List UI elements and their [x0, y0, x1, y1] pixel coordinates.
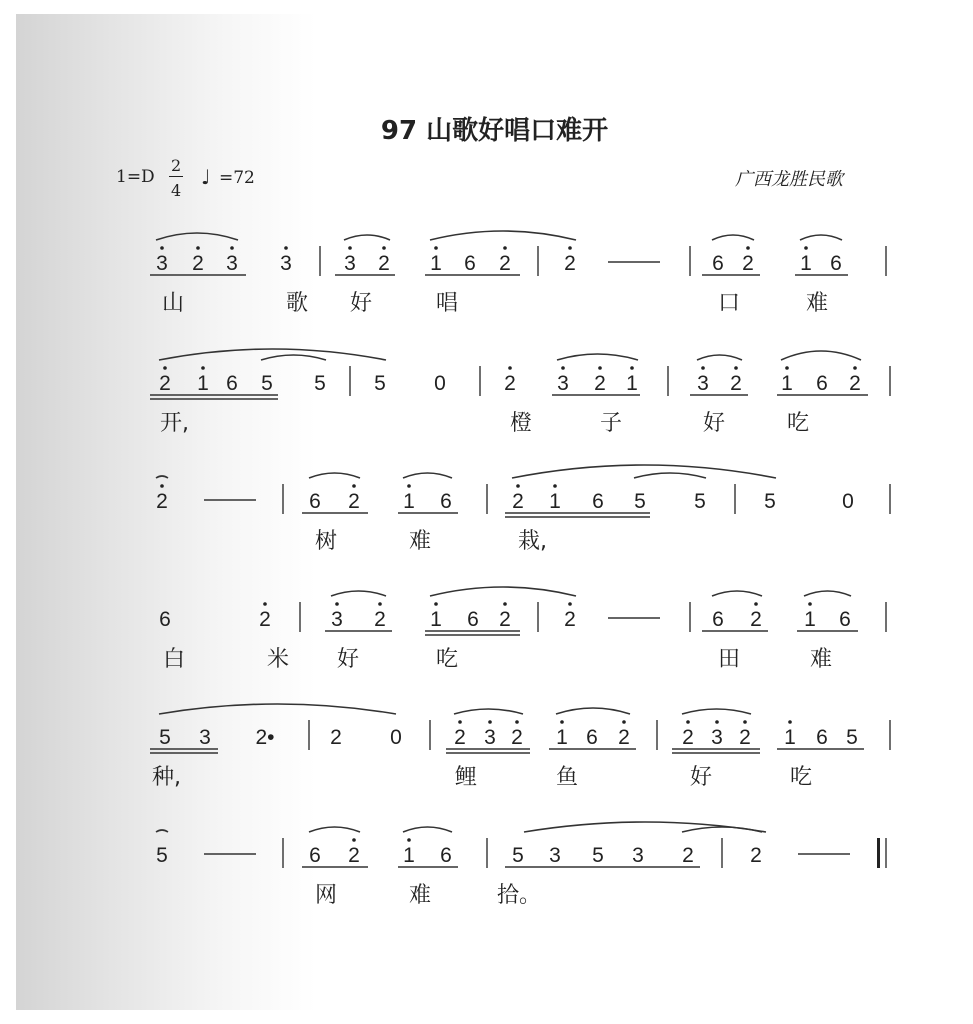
note: 6	[159, 608, 171, 631]
octave-dot	[230, 246, 234, 250]
note: 1	[804, 608, 816, 631]
slur	[403, 827, 452, 832]
note: 2	[594, 372, 606, 395]
octave-dot	[508, 366, 512, 370]
score-system-4	[159, 587, 886, 672]
slur	[804, 591, 851, 596]
slur	[156, 830, 168, 832]
note: 3	[280, 252, 292, 275]
octave-dot	[516, 484, 520, 488]
tempo-marking: =72	[219, 168, 255, 188]
octave-dot	[553, 484, 557, 488]
note: 2•	[255, 726, 275, 749]
octave-dot	[196, 246, 200, 250]
slur	[430, 231, 576, 240]
score-system-1	[150, 231, 886, 316]
note: 1	[197, 372, 209, 395]
note: 2	[499, 608, 511, 631]
slur	[682, 709, 751, 714]
note: 2	[192, 252, 204, 275]
note: 6	[226, 372, 238, 395]
score-system-6	[156, 822, 886, 908]
score-system-5	[150, 704, 890, 790]
lyric: 难	[810, 647, 833, 672]
note: 2	[499, 252, 511, 275]
note: 2	[259, 608, 271, 631]
note: 6	[464, 252, 476, 275]
slur	[682, 827, 762, 832]
song-title: 97 山歌好唱口难开	[380, 116, 609, 146]
note: 6	[440, 490, 452, 513]
lyric: 种,	[152, 765, 181, 790]
note: 2	[750, 844, 762, 867]
lyric: 拾。	[497, 883, 542, 908]
note: 3	[226, 252, 238, 275]
octave-dot	[808, 602, 812, 606]
note: 6	[440, 844, 452, 867]
octave-dot	[715, 720, 719, 724]
note: 6	[839, 608, 851, 631]
notation-score	[16, 14, 973, 1010]
slur	[403, 473, 452, 478]
note: 2	[742, 252, 754, 275]
lyric: 田	[718, 647, 741, 672]
octave-dot	[568, 246, 572, 250]
slur	[159, 349, 386, 360]
note: 2	[750, 608, 762, 631]
lyric: 栽,	[518, 529, 547, 554]
lyric: 口	[718, 291, 741, 316]
note: 5	[846, 726, 858, 749]
octave-dot	[561, 366, 565, 370]
octave-dot	[352, 838, 356, 842]
lyric: 好	[690, 765, 713, 790]
note: 3	[557, 372, 569, 395]
note: 5	[159, 726, 171, 749]
slur	[430, 587, 576, 596]
note: 3	[632, 844, 644, 867]
octave-dot	[515, 720, 519, 724]
lyric: 树	[315, 529, 338, 554]
octave-dot	[263, 602, 267, 606]
octave-dot	[382, 246, 386, 250]
note: 5	[512, 844, 524, 867]
note: 2	[348, 490, 360, 513]
lyric: 米	[267, 647, 290, 672]
slur	[156, 476, 168, 478]
note: 2	[159, 372, 171, 395]
slur	[781, 351, 861, 360]
note: 0	[390, 726, 402, 749]
octave-dot	[488, 720, 492, 724]
note: 3	[331, 608, 343, 631]
octave-dot	[622, 720, 626, 724]
octave-dot	[746, 246, 750, 250]
note: 2	[348, 844, 360, 867]
slur	[800, 235, 842, 240]
note: 2	[504, 372, 516, 395]
time-signature-denominator: 4	[171, 181, 182, 200]
lyric: 鲤	[455, 765, 478, 790]
octave-dot	[160, 484, 164, 488]
note: 5	[374, 372, 386, 395]
note: 6	[309, 844, 321, 867]
octave-dot	[560, 720, 564, 724]
lyric: 开,	[160, 411, 189, 436]
octave-dot	[458, 720, 462, 724]
octave-dot	[284, 246, 288, 250]
song-origin: 广西龙胜民歌	[735, 169, 843, 190]
note: 6	[816, 372, 828, 395]
octave-dot	[163, 366, 167, 370]
note: 1	[430, 252, 442, 275]
note: 1	[626, 372, 638, 395]
note: 3	[199, 726, 211, 749]
note: 6	[712, 608, 724, 631]
slur	[712, 591, 762, 596]
key-signature: 1=D	[116, 167, 155, 187]
note: 6	[712, 252, 724, 275]
quarter-note-icon: ♩	[201, 165, 211, 189]
lyric: 难	[409, 883, 432, 908]
note: 2	[739, 726, 751, 749]
octave-dot	[378, 602, 382, 606]
octave-dot	[434, 246, 438, 250]
note: 5	[261, 372, 273, 395]
note: 2	[618, 726, 630, 749]
note: 3	[549, 844, 561, 867]
lyric: 吃	[790, 765, 813, 790]
note: 2	[156, 490, 168, 513]
octave-dot	[335, 602, 339, 606]
octave-dot	[804, 246, 808, 250]
octave-dot	[407, 484, 411, 488]
slur	[309, 827, 360, 832]
slur	[454, 709, 523, 714]
note: 1	[800, 252, 812, 275]
lyric: 鱼	[556, 765, 579, 790]
note: 6	[309, 490, 321, 513]
note: 1	[556, 726, 568, 749]
slur	[159, 704, 396, 714]
slur	[156, 233, 238, 240]
note: 3	[484, 726, 496, 749]
note: 2	[682, 844, 694, 867]
note: 2	[564, 252, 576, 275]
slur	[634, 473, 706, 478]
note: 2	[730, 372, 742, 395]
octave-dot	[743, 720, 747, 724]
lyric: 唱	[436, 291, 459, 316]
note: 5	[764, 490, 776, 513]
note: 2	[512, 490, 524, 513]
octave-dot	[788, 720, 792, 724]
slur	[261, 355, 326, 360]
lyric: 歌	[286, 291, 309, 316]
lyric: 山	[162, 291, 185, 316]
slur	[309, 473, 360, 478]
lyric: 子	[600, 411, 623, 436]
note: 1	[403, 490, 415, 513]
note: 5	[156, 844, 168, 867]
octave-dot	[701, 366, 705, 370]
note: 6	[816, 726, 828, 749]
note: 6	[830, 252, 842, 275]
slur	[697, 355, 742, 360]
note: 1	[784, 726, 796, 749]
note: 2	[374, 608, 386, 631]
octave-dot	[785, 366, 789, 370]
score-system-3	[156, 465, 890, 554]
octave-dot	[352, 484, 356, 488]
slur	[556, 708, 630, 714]
note: 2	[378, 252, 390, 275]
note: 5	[592, 844, 604, 867]
slur	[344, 235, 390, 240]
note: 5	[634, 490, 646, 513]
score-system-2	[150, 349, 890, 436]
lyric: 吃	[436, 647, 459, 672]
lyric: 好	[350, 291, 373, 316]
note: 6	[592, 490, 604, 513]
lyric: 好	[703, 411, 726, 436]
slur	[331, 591, 386, 596]
note: 1	[781, 372, 793, 395]
note: 5	[314, 372, 326, 395]
octave-dot	[160, 246, 164, 250]
lyric: 网	[315, 883, 338, 908]
lyric: 好	[337, 647, 360, 672]
octave-dot	[503, 602, 507, 606]
final-barline	[877, 838, 880, 868]
note: 1	[549, 490, 561, 513]
slur	[557, 354, 638, 360]
octave-dot	[568, 602, 572, 606]
note: 2	[564, 608, 576, 631]
lyric: 难	[409, 529, 432, 554]
note: 2	[454, 726, 466, 749]
octave-dot	[853, 366, 857, 370]
octave-dot	[348, 246, 352, 250]
octave-dot	[754, 602, 758, 606]
note: 2	[682, 726, 694, 749]
note: 1	[403, 844, 415, 867]
note: 0	[434, 372, 446, 395]
note: 2	[330, 726, 342, 749]
octave-dot	[201, 366, 205, 370]
octave-dot	[630, 366, 634, 370]
note: 5	[694, 490, 706, 513]
note: 6	[467, 608, 479, 631]
score-page	[16, 14, 973, 1010]
slur	[712, 235, 754, 240]
note: 2	[511, 726, 523, 749]
note: 1	[430, 608, 442, 631]
note: 3	[344, 252, 356, 275]
octave-dot	[686, 720, 690, 724]
octave-dot	[434, 602, 438, 606]
note: 0	[842, 490, 854, 513]
note: 6	[586, 726, 598, 749]
octave-dot	[734, 366, 738, 370]
lyric: 橙	[510, 411, 533, 436]
octave-dot	[598, 366, 602, 370]
note: 3	[156, 252, 168, 275]
octave-dot	[503, 246, 507, 250]
lyric: 难	[806, 291, 829, 316]
note: 2	[849, 372, 861, 395]
lyric: 白	[163, 647, 186, 672]
octave-dot	[407, 838, 411, 842]
note: 3	[697, 372, 709, 395]
lyric: 吃	[787, 411, 810, 436]
time-signature-numerator: 2	[171, 156, 182, 175]
note: 3	[711, 726, 723, 749]
